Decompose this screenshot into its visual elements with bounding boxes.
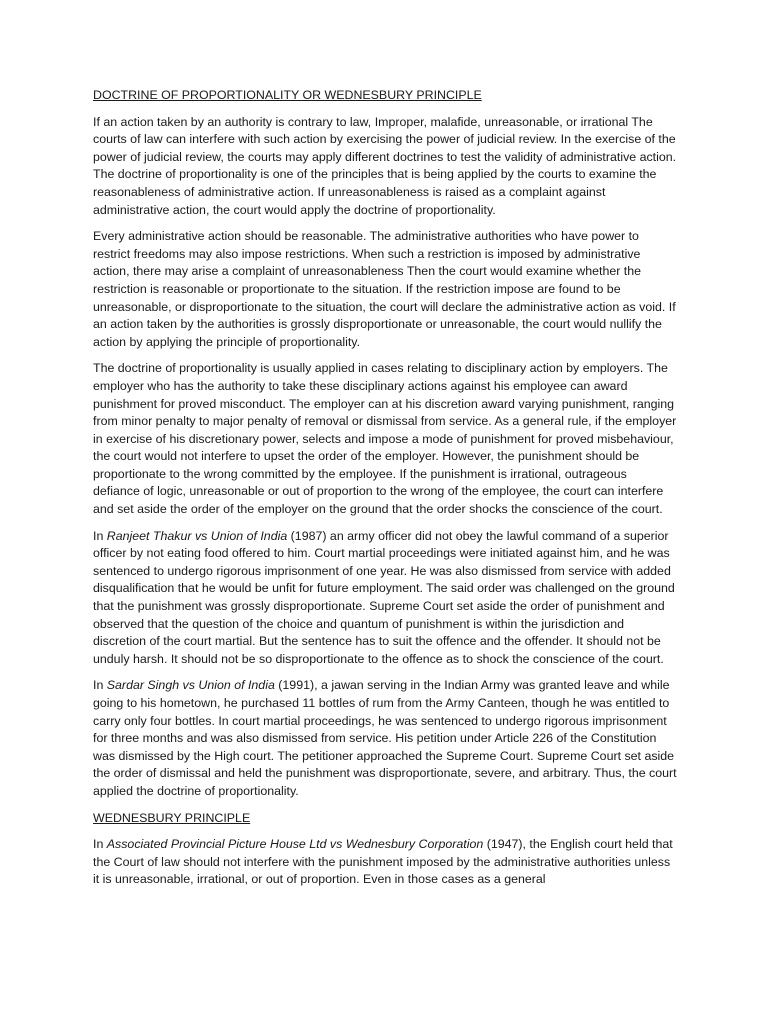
paragraph-prefix: In xyxy=(93,528,107,543)
heading-wednesbury-principle: WEDNESBURY PRINCIPLE xyxy=(93,810,251,825)
paragraph-prefix: In xyxy=(93,837,107,852)
case-name-ranjeet-thakur: Ranjeet Thakur vs Union of India xyxy=(106,528,288,543)
case-name-wednesbury: Associated Provincial Picture House Ltd vs Wednesbury Corporation xyxy=(106,837,484,852)
paragraph-disciplinary-action: The doctrine of proportionality is usually applied in cases relating to disciplinary action by employers. The employer who has the authority to take these disciplinary actions against his employee can award punishment for proved misconduct. The employer can at his discretion award varying punishment, ranging from minor penalty to major penalty of removal or dismissal from service. As a general rule, if the employer in exercise of his discretionary power, selects and impose a mode of punishment for proved misbehaviour, the court would not interfere to upset the order of the employer. However, the punishment should be proportionate to the wrong committed by the employee. If the punishment is irrational, outrageous defiance of logic, unreasonable or out of proportion to the wrong of the employee, the court can interfere and set aside the order of the employer on the ground that the order shocks the conscience of the court. xyxy=(93,361,677,517)
paragraph-body: (1991), a jawan serving in the Indian Army was granted leave and while going to his hometown, he purchased 11 bottles of rum from the Army Canteen, though he was entitled to carry only four bottles. In court martial proceedings, he was sentenced to undergo rigorous imprisonment for three months and was also dismissed from service. His petition under Article 226 of the Constitution was dismissed by the High court. The petitioner approached the Supreme Court. Supreme Court set aside the order of dismissal and held the punishment was disproportionate, severe, and arbitrary. Thus, the court applied the doctrine of proportionality. xyxy=(93,678,677,798)
paragraph-body: (1987) an army officer did not obey the lawful command of a superior officer by not eating food offered to him. Court martial proceedings were initiated against him, and he was sentenced to undergo rigorous imprisonment of one year. He was also dismissed from service with added disqualification that he would be unfit for future employment. The said order was challenged on the ground that the punishment was grossly disproportionate. Supreme Court set aside the order of punishment and observed that the question of the choice and quantum of punishment is within the jurisdiction and discretion of the court martial. But the sentence has to suit the offence and the offender. It should not be unduly harsh. It should not be so disproportionate to the offence as to shock the conscience of the court. xyxy=(93,528,675,666)
paragraph-ranjeet-thakur-case xyxy=(93,528,677,669)
paragraph-body: (1947), the English court held that the Court of law should not interfere with the punishment imposed by the administrative authorities unless it is unreasonable, irrational, or out of proportion. Even in those cases as a general xyxy=(93,837,673,887)
paragraph-judicial-review: If an action taken by an authority is contrary to law, Improper, malafide, unreasonable, or irrational The courts of law can interfere with such action by exercising the power of judicial review. In the exercise of the power of judicial review, the courts may apply different doctrines to test the validity of administrative action. The doctrine of proportionality is one of the principles that is being applied by the courts to examine the reasonableness of administrative action. If unreasonableness is raised as a complaint against administrative action, the court would apply the doctrine of proportionality. xyxy=(93,114,677,217)
case-name-sardar-singh: Sardar Singh vs Union of India xyxy=(106,678,275,693)
paragraph-administrative-action: Every administrative action should be reasonable. The administrative authorities who have power to restrict freedoms may also impose restrictions. When such a restriction is imposed by administrative action, there may arise a complaint of unreasonableness Then the court would examine whether the restriction is reasonable or proportionate to the situation. If the restriction impose are found to be unreasonable, or disproportionate to the situation, the court will declare the administrative action as void. If an action taken by the authorities is grossly disproportionate or unreasonable, the court would nullify the action by applying the principle of proportionality. xyxy=(93,229,676,349)
paragraph-prefix: In xyxy=(93,678,107,693)
heading-doctrine-of-proportionality: DOCTRINE OF PROPORTIONALITY OR WEDNESBURY PRINCIPLE xyxy=(93,88,482,102)
paragraph-sardar-singh-case xyxy=(93,677,677,800)
paragraph-wednesbury-case xyxy=(93,836,677,889)
document-page xyxy=(93,87,677,898)
